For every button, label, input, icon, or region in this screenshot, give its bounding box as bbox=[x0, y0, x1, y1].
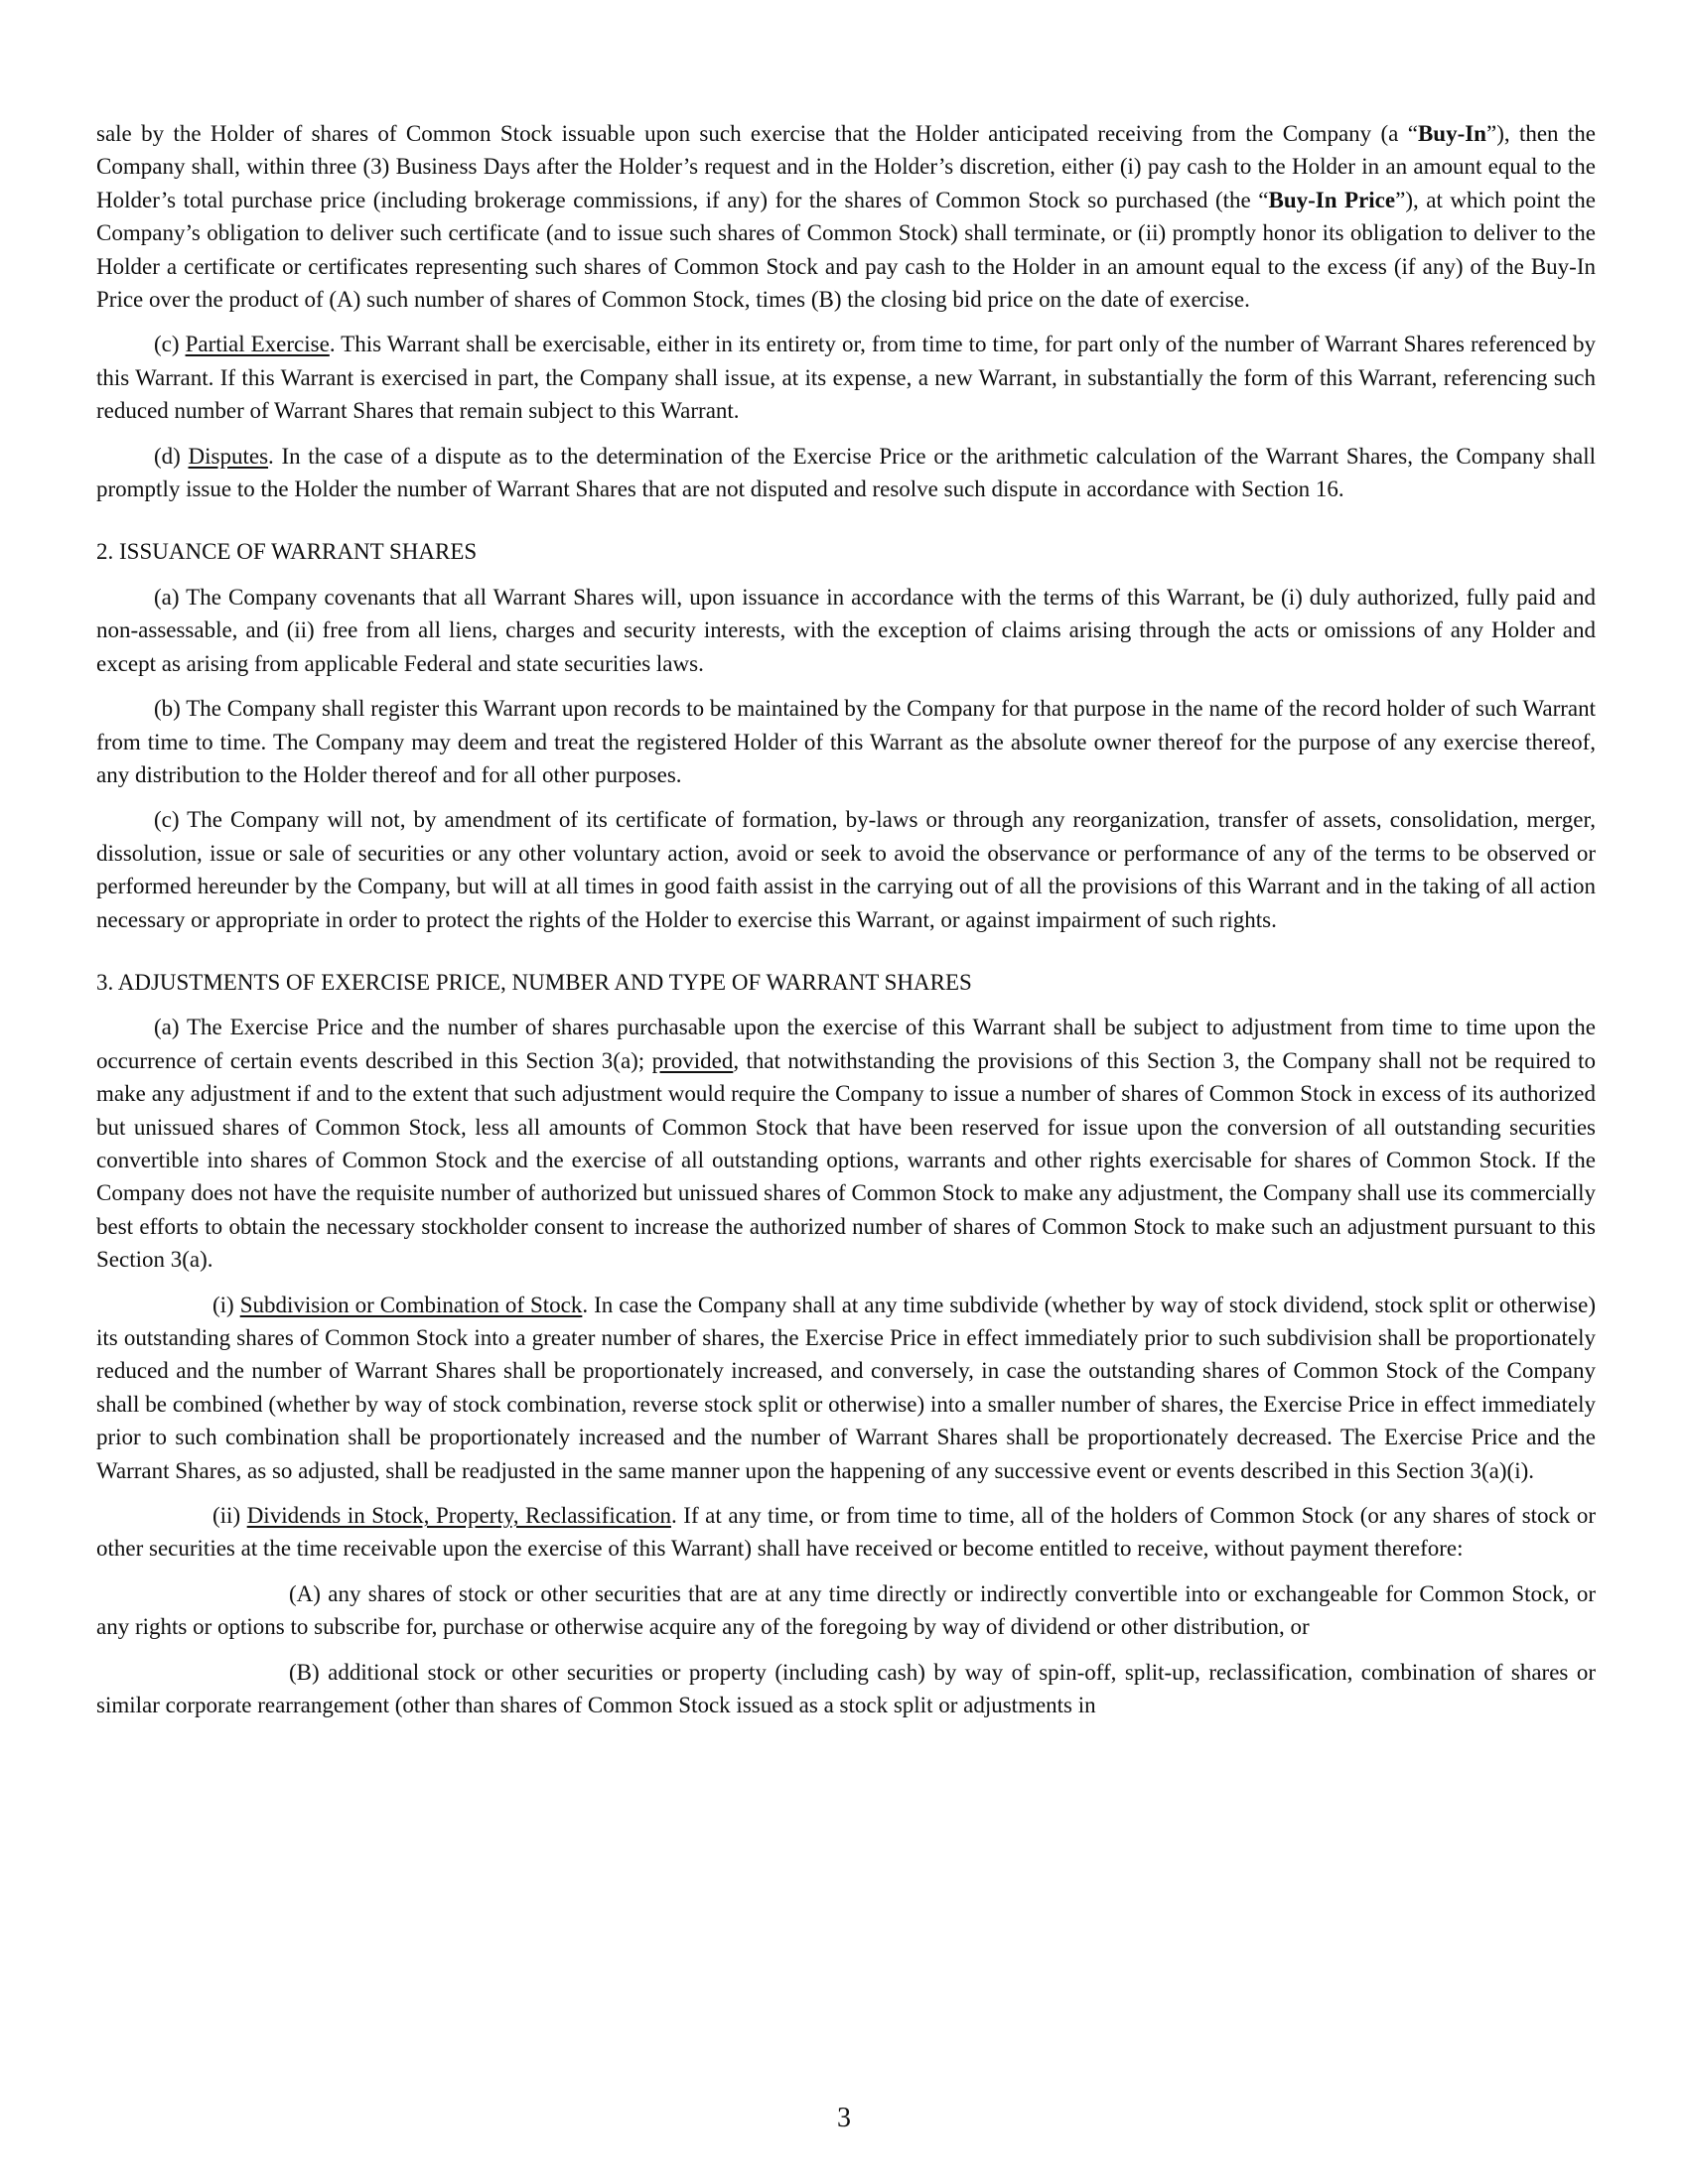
subheading-partial-exercise: Partial Exercise bbox=[185, 332, 330, 357]
paragraph-2c: (c) The Company will not, by amendment of its certificate of formation, by-laws or through any reorganization, transfer of assets, consolidation, merger, dissolution, issue or sale of securities or any other voluntary action, avoid or seek to avoid the observance or performance of any of the terms to be observed or performed hereunder by the Company, but will at all times in good faith assist in the carrying out of all the provisions of this Warrant and in the taking of all action necessary or appropriate in order to protect the rights of the Holder to exercise this Warrant, or against impairment of such rights. bbox=[96, 807, 1596, 932]
page-number: 3 bbox=[837, 2103, 851, 2133]
paragraph-3a-ii: (ii) Dividends in Stock, Property, Reclassification. If at any time, or from time to time, all of the holders of Common Stock (or any shares of stock or other securities at the time receivable upon the exercise of this Warrant) shall have received or become entitled to receive, without payment therefore: bbox=[96, 1503, 1596, 1562]
subheading-disputes: Disputes bbox=[188, 443, 269, 469]
document-page bbox=[96, 117, 1596, 1721]
defined-term-buy-in-price: Buy-In Price bbox=[1268, 187, 1396, 212]
paragraph-buy-in: sale by the Holder of shares of Common Stock issuable upon such exercise that the Holder anticipated receiving from the Company (a “Buy-In”), then the Company shall, within three (3) Business Days after the Holder’s request and in the Holder’s discretion, either (i) pay cash to the Holder in an amount equal to the Holder’s total purchase price (including brokerage commissions, if any) for the shares of Common Stock so purchased (the “Buy-In Price”), at which point the Company’s obligation to deliver such certificate (and to issue such shares of Common Stock) shall terminate, or (ii) promptly honor its obligation to deliver to the Holder a certificate or certificates representing such shares of Common Stock and pay cash to the Holder in an amount equal to the excess (if any) of the Buy-In Price over the product of (A) such number of shares of Common Stock, times (B) the closing bid price on the date of exercise. bbox=[96, 121, 1596, 313]
paragraph-disputes: (d) Disputes. In the case of a dispute as to the determination of the Exercise Price or the arithmetic calculation of the Warrant Shares, the Company shall promptly issue to the Holder the number of Warrant Shares that are not disputed and resolve such dispute in accordance with Section 16. bbox=[96, 443, 1596, 502]
section-heading-2: 2. ISSUANCE OF WARRANT SHARES bbox=[96, 539, 478, 565]
defined-term-buy-in: Buy-In bbox=[1417, 121, 1486, 146]
paragraph-3a-ii-B: (B) additional stock or other securities or property (including cash) by way of spin-off, split-up, reclassification, combination of shares or similar corporate rearrangement (other than shares of Common Stock issued as a stock split or adjustments in bbox=[96, 1659, 1596, 1718]
paragraph-2b: (b) The Company shall register this Warrant upon records to be maintained by the Company for that purpose in the name of the record holder of such Warrant from time to time. The Company may deem and treat the registered Holder of this Warrant as the absolute owner thereof for the purpose of any exercise thereof, any distribution to the Holder thereof and for all other purposes. bbox=[96, 696, 1596, 787]
subheading-subdivision: Subdivision or Combination of Stock bbox=[239, 1292, 583, 1317]
paragraph-3a-i: (i) Subdivision or Combination of Stock. In case the Company shall at any time subdivide (whether by way of stock dividend, stock split or otherwise) its outstanding shares of Common Stock into a greater number of shares, the Exercise Price in effect immediately prior to such subdivision shall be proportionately reduced and the number of Warrant Shares shall be proportionately increased, and conversely, in case the outstanding shares of Common Stock of the Company shall be combined (whether by way of stock combination, reverse stock split or otherwise) into a smaller number of shares, the Exercise Price in effect immediately prior to such combination shall be proportionately increased and the number of Warrant Shares shall be proportionately decreased. The Exercise Price and the Warrant Shares, as so adjusted, shall be readjusted in the same manner upon the happening of any successive event or events described in this Section 3(a)(i). bbox=[96, 1292, 1596, 1483]
paragraph-3a-ii-A: (A) any shares of stock or other securities that are at any time directly or indirectly convertible into or exchangeable for Common Stock, or any rights or options to subscribe for, purchase or otherwise acquire any of the foregoing by way of dividend or other distribution, or bbox=[96, 1580, 1596, 1640]
term-provided: provided bbox=[651, 1047, 734, 1073]
subheading-dividends: Dividends in Stock, Property, Reclassification bbox=[246, 1503, 671, 1529]
paragraph-2a: (a) The Company covenants that all Warrant Shares will, upon issuance in accordance with the terms of this Warrant, be (i) duly authorized, fully paid and non-assessable, and (ii) free from all liens, charges and security interests, with the exception of claims arising through the acts or omissions of any Holder and except as arising from applicable Federal and state securities laws. bbox=[96, 584, 1596, 676]
paragraph-3a: (a) The Exercise Price and the number of shares purchasable upon the exercise of this Warrant shall be subject to adjustment from time to time upon the occurrence of certain events described in this Section 3(a); provided, that notwithstanding the provisions of this Section 3, the Company shall not be required to make any adjustment if and to the extent that such adjustment would require the Company to issue a number of shares of Common Stock in excess of its authorized but unissued shares of Common Stock, less all amounts of Common Stock that have been reserved for issue upon the conversion of all outstanding securities convertible into shares of Common Stock and the exercise of all outstanding options, warrants and other rights exercisable for shares of Common Stock. If the Company does not have the requisite number of authorized but unissued shares of Common Stock to make any adjustment, the Company shall use its commercially best efforts to obtain the necessary stockholder consent to increase the authorized number of shares of Common Stock to make such an adjustment pursuant to this Section 3(a). bbox=[96, 1015, 1596, 1273]
section-heading-3: 3. ADJUSTMENTS OF EXERCISE PRICE, NUMBER AND TYPE OF WARRANT SHARES bbox=[96, 969, 972, 995]
paragraph-partial-exercise: (c) Partial Exercise. This Warrant shall be exercisable, either in its entirety or, from time to time, for part only of the number of Warrant Shares referenced by this Warrant. If this Warrant is exercised in part, the Company shall issue, at its expense, a new Warrant, in substantially the form of this Warrant, referencing such reduced number of Warrant Shares that remain subject to this Warrant. bbox=[96, 332, 1596, 424]
